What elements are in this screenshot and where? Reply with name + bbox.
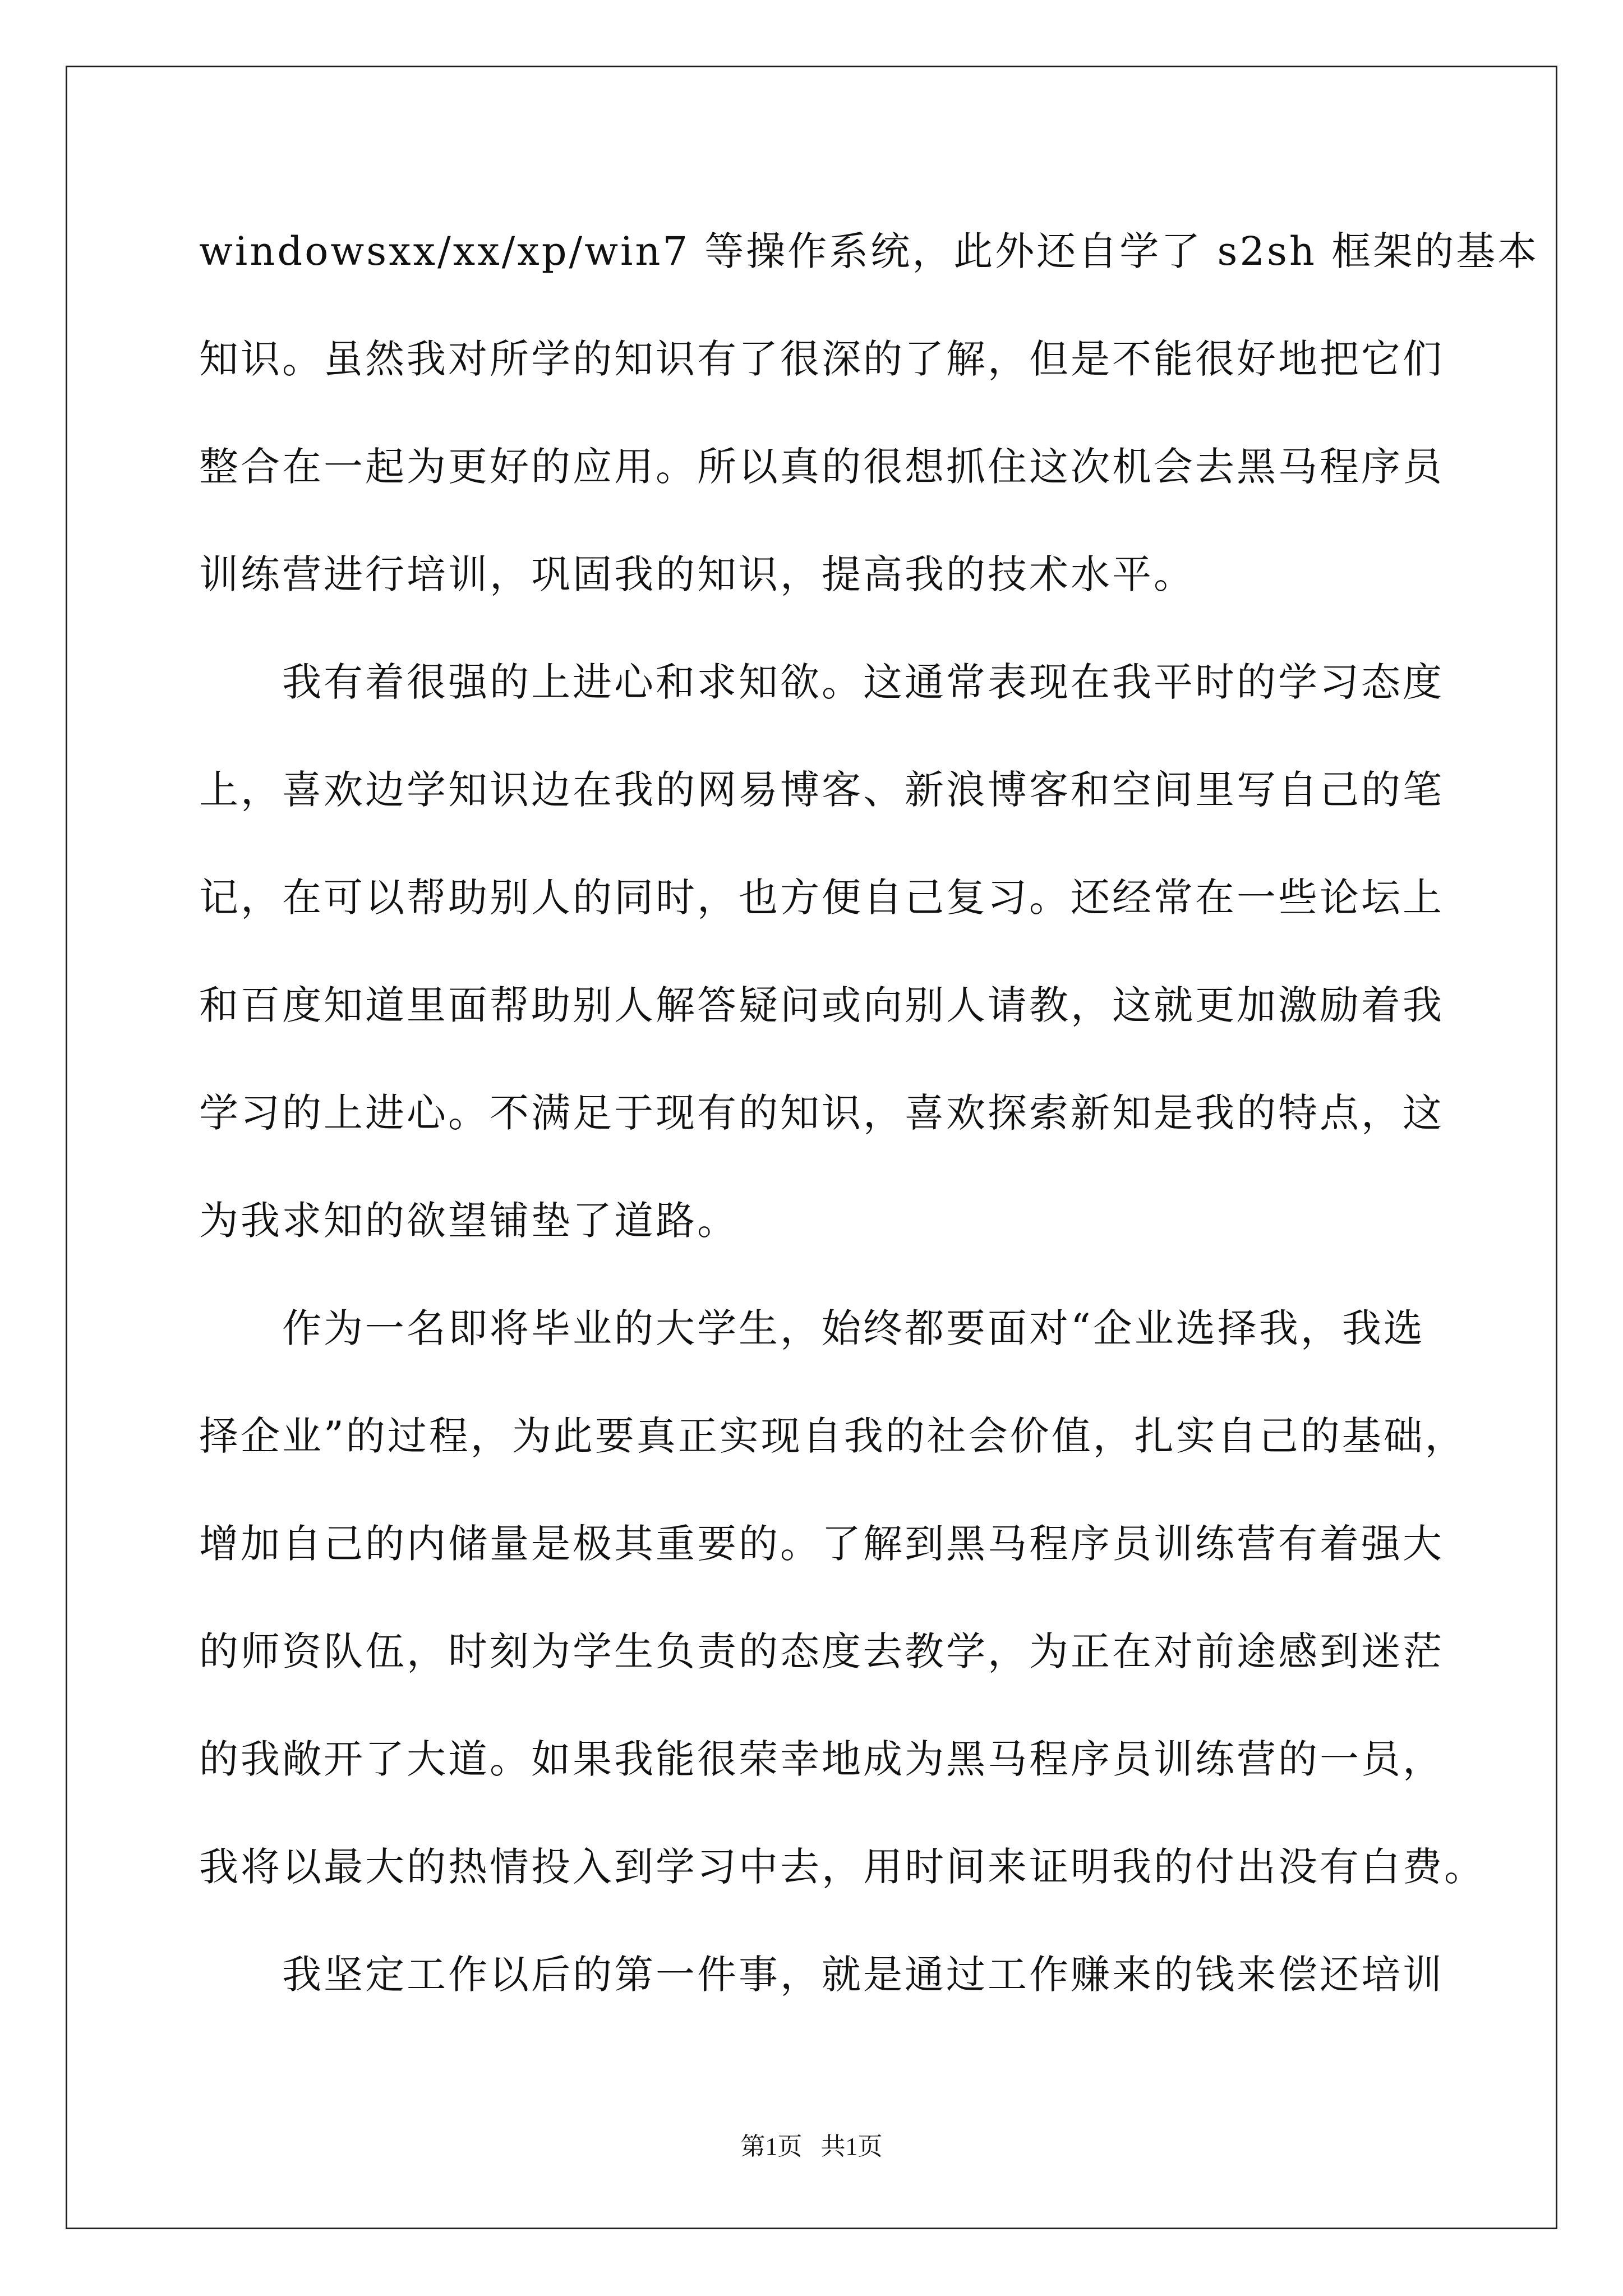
text-line: 和百度知道里面帮助别人解答疑问或向别人请教，这就更加激励着我 — [199, 982, 1444, 1028]
text-line: 作为一名即将毕业的大学生，始终都要面对“企业选择我，我选 — [199, 1305, 1425, 1351]
text-line: 整合在一起为更好的应用。所以真的很想抓住这次机会去黑马程序员 — [199, 444, 1444, 490]
text-line: 训练营进行培训，巩固我的知识，提高我的技术水平。 — [199, 551, 1195, 597]
text-line: 我坚定工作以后的第一件事，就是通过工作赚来的钱来偿还培训 — [199, 1952, 1444, 1998]
text-line: 我将以最大的热情投入到学习中去，用时间来证明我的付出没有白费。 — [199, 1844, 1486, 1890]
page-border — [66, 66, 1557, 2229]
text-line: 增加自己的内储量是极其重要的。了解到黑马程序员训练营有着强大 — [199, 1521, 1444, 1567]
text-line: windowsxx/xx/xp/win7 等操作系统，此外还自学了 s2sh 框架的基本 — [199, 228, 1539, 274]
page-footer: 第1页 共1页 — [740, 2133, 883, 2160]
text-line: 择企业”的过程，为此要真正实现自我的社会价值，扎实自己的基础， — [199, 1413, 1467, 1459]
text-line: 上，喜欢边学知识边在我的网易博客、新浪博客和空间里写自己的笔 — [199, 767, 1444, 813]
text-line: 的我敞开了大道。如果我能很荣幸地成为黑马程序员训练营的一员， — [199, 1736, 1444, 1782]
text-line: 知识。虽然我对所学的知识有了很深的了解，但是不能很好地把它们 — [199, 336, 1444, 382]
text-line: 记，在可以帮助别人的同时，也方便自己复习。还经常在一些论坛上 — [199, 875, 1444, 921]
text-line: 为我求知的欲望铺垫了道路。 — [199, 1198, 739, 1244]
text-line: 的师资队伍，时刻为学生负责的态度去教学，为正在对前途感到迷茫 — [199, 1628, 1444, 1674]
text-line: 学习的上进心。不满足于现有的知识，喜欢探索新知是我的特点，这 — [199, 1090, 1444, 1136]
text-line: 我有着很强的上进心和求知欲。这通常表现在我平时的学习态度 — [199, 659, 1444, 705]
